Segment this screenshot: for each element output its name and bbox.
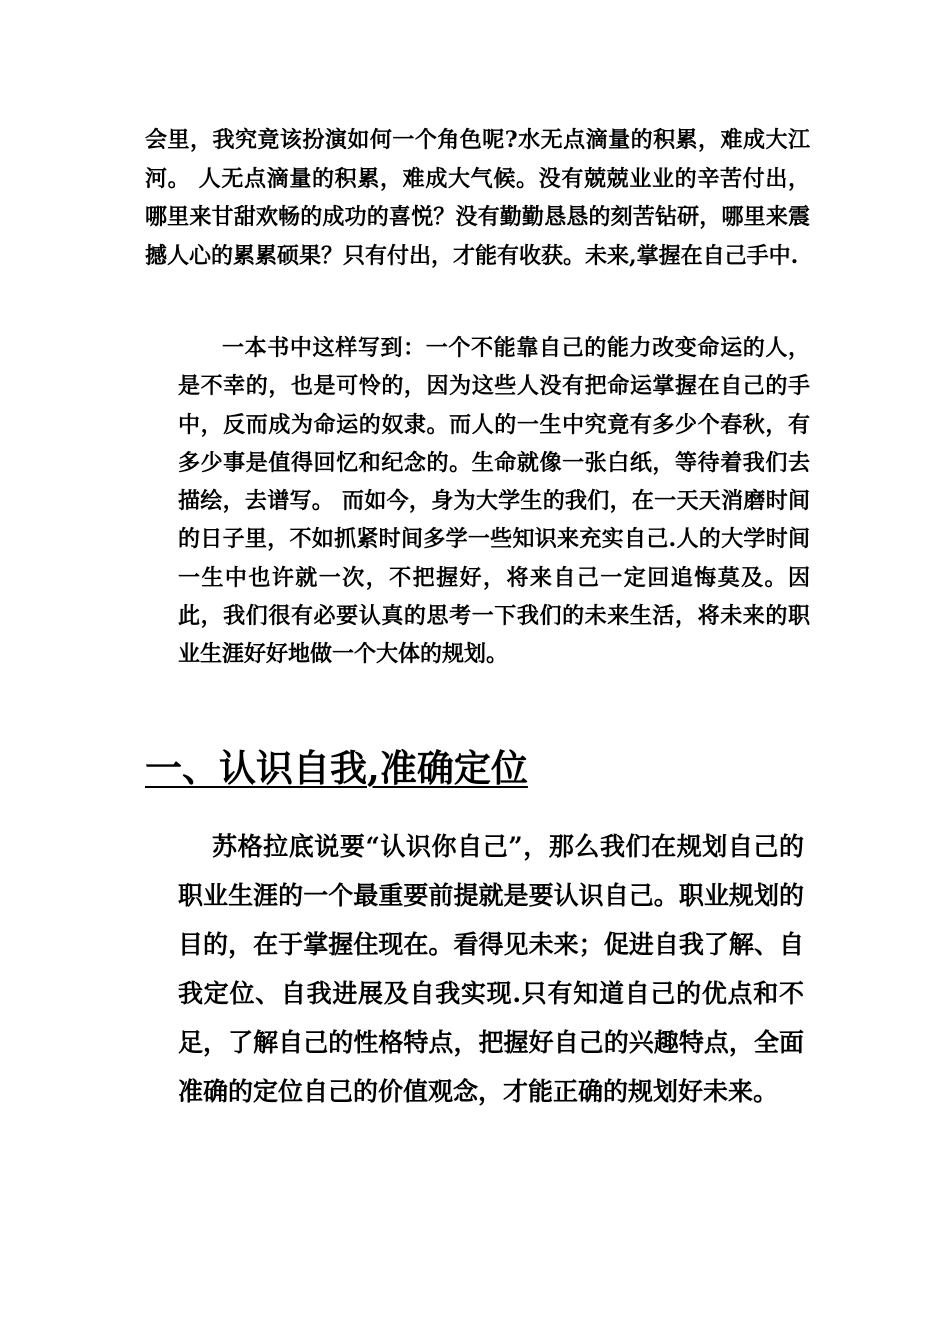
- section-heading: 一、认识自我,准确定位: [145, 746, 528, 790]
- body-paragraph-3: 苏格拉底说要“认识你自己”，那么我们在规划自己的职业生涯的一个最重要前提就是要认识自己。职业规划的目的，在于掌握住现在。看得见未来；促进自我了解、自我定位、自我进展及自我实现.只有知道自己的优点和不足，了解自己的性格特点，把握好自己的兴趣特点，全面准确的定位自己的价值观念，才能正确的规划好未来。: [178, 832, 804, 1106]
- body-paragraph-2: 一本书中这样写到：一个不能靠自己的能力改变命运的人，是不幸的，也是可怜的，因为这些人没有把命运掌握在自己的手中，反而成为命运的奴隶。而人的一生中究竟有多少个春秋，有多少事是值得回忆和纪念的。生命就像一张白纸，等待着我们去描绘，去谱写。 而如今，身为大学生的我们，在一天天消磨时间的日子里，不如抓紧时间多学一些知识来充实自己.人的大学时间一生中也许就一次，不把握好，将来自己一定回追悔莫及。因此，我们很有必要认真的思考一下我们的未来生活，将未来的职业生涯好好地做一个大体的规划。: [178, 335, 810, 668]
- body-paragraph-1: 会里，我究竟该扮演如何一个角色呢?水无点滴量的积累，难成大江河。 人无点滴量的积累，难成大气候。没有兢兢业业的辛苦付出，哪里来甘甜欢畅的成功的喜悦？没有勤勤恳恳的刻苦钻研，哪里来震撼人心的累累硕果？只有付出，才能有收获。未来,掌握在自己手中.: [145, 127, 810, 269]
